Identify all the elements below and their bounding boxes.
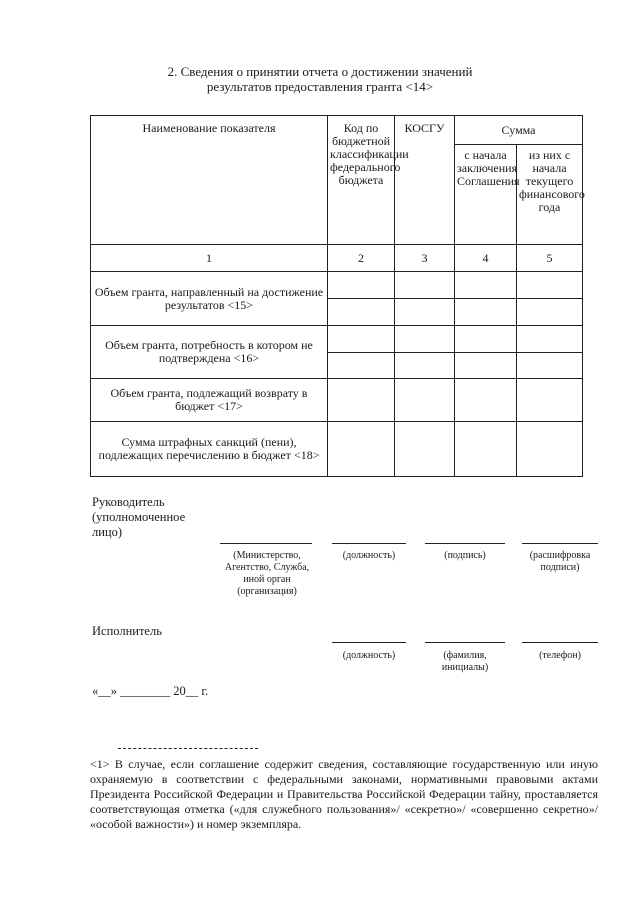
table-cell <box>517 272 583 299</box>
report-table <box>90 115 583 477</box>
table-cell <box>517 326 583 353</box>
table-cell <box>395 422 455 477</box>
column-number: 2 <box>328 245 395 272</box>
section-title <box>120 64 520 94</box>
row-label-penalties: Сумма штрафных санкций (пени), подлежащих перечислению в бюджет <18> <box>91 422 328 477</box>
executor-position-line[interactable] <box>332 642 406 643</box>
table-cell <box>455 379 517 422</box>
date-line: «__» ________ 20__ г. <box>92 684 209 698</box>
table-cell <box>455 422 517 477</box>
executor-phone-caption: (телефон) <box>539 650 581 661</box>
section-title-line-1: 2. Сведения о принятии отчета о достижении значений <box>167 64 473 79</box>
table-cell <box>517 299 583 326</box>
row-label-grant-unconfirmed: Объем гранта, потребность в котором не подтверждена <16> <box>91 326 328 379</box>
executor-position-caption: (должность) <box>342 650 396 661</box>
header-sum: Сумма <box>455 116 583 145</box>
table-cell <box>395 379 455 422</box>
table-cell <box>517 422 583 477</box>
executor-label: Исполнитель <box>92 624 162 638</box>
table-cell <box>395 353 455 379</box>
footnote-separator <box>118 748 258 749</box>
head-label: Руководитель (уполномоченное лицо) <box>92 495 186 539</box>
row-label-grant-directed: Объем гранта, направленный на достижение результатов <15> <box>91 272 328 326</box>
decoding-caption: (расшифровка подписи) <box>529 550 591 573</box>
table-cell <box>328 326 395 353</box>
position-caption: (должность) <box>342 550 396 561</box>
header-code: Код по бюджетной классификации федерального бюджета <box>328 116 395 245</box>
section-title-line-2: результатов предоставления гранта <14> <box>206 79 434 94</box>
table-cell <box>328 353 395 379</box>
ministry-caption: (Министерство, Агентство, Служба, иной орган (организация) <box>224 550 310 597</box>
column-number: 5 <box>517 245 583 272</box>
table-cell <box>395 272 455 299</box>
ministry-line[interactable] <box>220 543 312 544</box>
header-current-fy: из них с начала текущего финансового года <box>517 145 583 245</box>
table-cell <box>328 299 395 326</box>
executor-name-line[interactable] <box>425 642 505 643</box>
table-cell <box>328 422 395 477</box>
table-cell <box>455 353 517 379</box>
table-cell <box>455 326 517 353</box>
footnote: <1> В случае, если соглашение содержит сведения, составляющие государственную или иную охраняемую в соответствии с федеральными законами, нормативными правовыми актами Президента Российской Федерации и Правительства Российской Федерации тайну, проставляется соответствующая отметка («для служебного пользования»/ «секретно»/ «совершенно секретно»/ «особой важности») и номер экземпляра. <box>90 757 598 831</box>
table-cell <box>328 272 395 299</box>
signature-line[interactable] <box>425 543 505 544</box>
table-cell <box>455 299 517 326</box>
table-cell <box>517 353 583 379</box>
header-kosgu: КОСГУ <box>395 116 455 245</box>
column-number: 3 <box>395 245 455 272</box>
column-number: 1 <box>91 245 328 272</box>
row-label-grant-return: Объем гранта, подлежащий возврату в бюджет <17> <box>91 379 328 422</box>
column-number: 4 <box>455 245 517 272</box>
signature-caption: (подпись) <box>444 550 486 561</box>
header-name: Наименование показателя <box>91 116 328 245</box>
position-line[interactable] <box>332 543 406 544</box>
executor-name-caption: (фамилия, инициалы) <box>441 650 489 673</box>
table-cell <box>395 326 455 353</box>
table-cell <box>328 379 395 422</box>
header-from-start: с начала заключения Соглашения <box>455 145 517 245</box>
table-cell <box>395 299 455 326</box>
decoding-line[interactable] <box>522 543 598 544</box>
executor-phone-line[interactable] <box>522 642 598 643</box>
table-cell <box>455 272 517 299</box>
table-cell <box>517 379 583 422</box>
